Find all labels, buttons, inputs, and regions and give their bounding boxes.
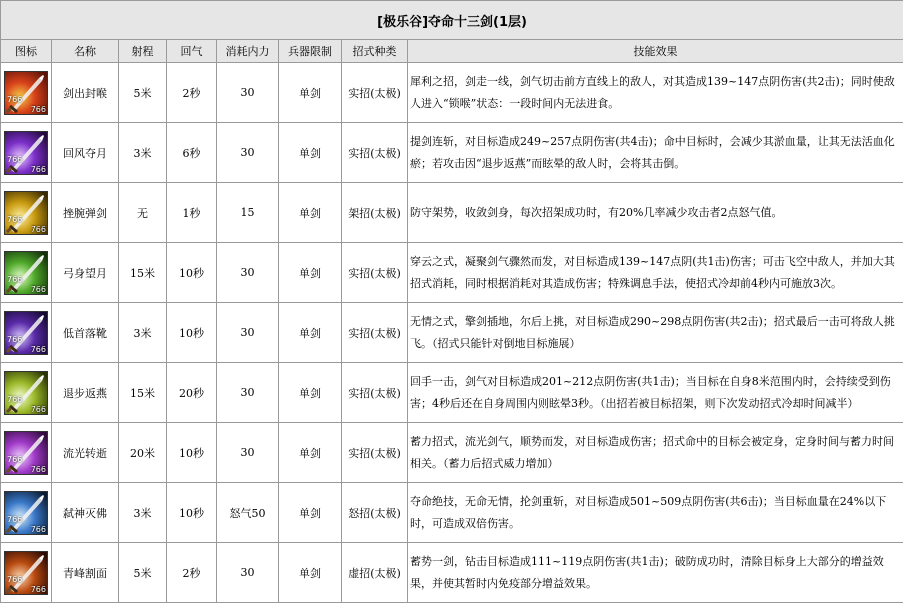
skill-effect: 穿云之式，凝聚剑气骤然而发，对目标造成139~147点阴(共1击)伤害；可击飞空中敌人，并加大其招式消耗，同时根据消耗对其造成伤害；特殊调息手法，使招式冷却前4秒内可施放3次。 — [408, 243, 903, 303]
icon-level-upper: 766 — [7, 214, 23, 224]
skill-cooldown: 10秒 — [167, 423, 217, 483]
skill-type: 怒招(太极) — [342, 483, 408, 543]
icon-level-lower: 766 — [30, 224, 46, 234]
skill-cooldown: 2秒 — [167, 543, 217, 603]
skill-name: 弓身望月 — [52, 243, 119, 303]
skill-weapon: 单剑 — [279, 423, 342, 483]
skill-effect: 蓄势一剑，钻击目标造成111~119点阴伤害(共1击)；破防成功时，清除目标身上大部分的增益效果，并使其暂时内免疫部分增益效果。 — [408, 543, 903, 603]
skill-range: 3米 — [119, 123, 167, 183]
table-row — [1, 363, 903, 423]
skill-cost: 15 — [217, 183, 279, 243]
skill-type: 实招(太极) — [342, 123, 408, 183]
skill-effect: 犀利之招，剑走一线，剑气切击前方直线上的敌人，对其造成139~147点阴伤害(共2击)；同时使敌人进入“锁喉”状态：一段时间内无法进食。 — [408, 63, 903, 123]
skill-weapon: 单剑 — [279, 543, 342, 603]
icon-cell — [1, 63, 52, 123]
icon-cell — [1, 483, 52, 543]
table-row — [1, 303, 903, 363]
skill-type: 实招(太极) — [342, 423, 408, 483]
skill-cost: 30 — [217, 543, 279, 603]
icon-level-upper: 766 — [7, 274, 23, 284]
skill-weapon: 单剑 — [279, 183, 342, 243]
skill-effect: 蓄力招式，流光剑气，顺势而发，对目标造成伤害；招式命中的目标会被定身，定身时间与蓄力时间相关。（蓄力后招式威力增加） — [408, 423, 903, 483]
table-row — [1, 543, 903, 603]
header-weapon: 兵器限制 — [279, 40, 342, 63]
table-row — [1, 123, 903, 183]
skill-range: 3米 — [119, 483, 167, 543]
skill-cost: 30 — [217, 243, 279, 303]
skill-weapon: 单剑 — [279, 363, 342, 423]
table-row — [1, 63, 903, 123]
skill-cooldown: 1秒 — [167, 183, 217, 243]
skill-cost: 30 — [217, 363, 279, 423]
table-row — [1, 183, 903, 243]
title-row — [1, 1, 903, 40]
skill-icon-box — [4, 431, 48, 475]
icon-level-upper: 766 — [7, 514, 23, 524]
skill-range: 15米 — [119, 243, 167, 303]
skill-icon-box — [4, 311, 48, 355]
skill-cost: 30 — [217, 423, 279, 483]
skill-effect: 夺命绝技，无命无情，抡剑重斩，对目标造成501~509点阴伤害(共6击)；当目标血量在24%以下时，可造成双倍伤害。 — [408, 483, 903, 543]
skill-weapon: 单剑 — [279, 63, 342, 123]
skill-name: 流光转逝 — [52, 423, 119, 483]
skill-weapon: 单剑 — [279, 123, 342, 183]
skill-name: 剑出封喉 — [52, 63, 119, 123]
skill-cost: 30 — [217, 303, 279, 363]
header-cost: 消耗内力 — [217, 40, 279, 63]
icon-level-lower: 766 — [30, 164, 46, 174]
icon-cell — [1, 363, 52, 423]
header-type: 招式种类 — [342, 40, 408, 63]
icon-level-upper: 766 — [7, 334, 23, 344]
skill-cooldown: 10秒 — [167, 243, 217, 303]
skill-weapon: 单剑 — [279, 243, 342, 303]
icon-cell — [1, 303, 52, 363]
header-row — [1, 40, 903, 63]
skill-name: 回风夺月 — [52, 123, 119, 183]
skill-type: 实招(太极) — [342, 63, 408, 123]
icon-cell — [1, 543, 52, 603]
skill-type: 虚招(太极) — [342, 543, 408, 603]
skill-cost: 30 — [217, 123, 279, 183]
skill-cost: 30 — [217, 63, 279, 123]
skill-effect: 防守架势，收敛剑身，每次招架成功时，有20%几率减少攻击者2点怒气值。 — [408, 183, 903, 243]
skill-icon-box — [4, 551, 48, 595]
skill-cooldown: 2秒 — [167, 63, 217, 123]
skill-type: 架招(太极) — [342, 183, 408, 243]
skill-name: 低首落靴 — [52, 303, 119, 363]
table-row — [1, 483, 903, 543]
skill-name: 弑神灭佛 — [52, 483, 119, 543]
skill-effect: 回手一击，剑气对目标造成201~212点阴伤害(共1击)；当目标在自身8米范围内时，会持续受到伤害；4秒后还在自身周围内则眩晕3秒。（出招若被目标招架，则下次发动招式冷却时间减半） — [408, 363, 903, 423]
skill-icon-box — [4, 251, 48, 295]
icon-level-upper: 766 — [7, 454, 23, 464]
skill-icon-box — [4, 491, 48, 535]
icon-cell — [1, 423, 52, 483]
header-icon: 图标 — [1, 40, 52, 63]
icon-level-lower: 766 — [30, 524, 46, 534]
icon-level-lower: 766 — [30, 284, 46, 294]
skill-type: 实招(太极) — [342, 243, 408, 303]
icon-level-lower: 766 — [30, 344, 46, 354]
table-title: [极乐谷]夺命十三剑(1层) — [1, 1, 903, 40]
skill-range: 20米 — [119, 423, 167, 483]
icon-cell — [1, 183, 52, 243]
skill-icon-box — [4, 371, 48, 415]
skill-cooldown: 6秒 — [167, 123, 217, 183]
icon-level-lower: 766 — [30, 584, 46, 594]
header-effect: 技能效果 — [408, 40, 903, 63]
skill-cooldown: 20秒 — [167, 363, 217, 423]
skill-range: 5米 — [119, 63, 167, 123]
skill-name: 青峰割面 — [52, 543, 119, 603]
skill-icon-box — [4, 131, 48, 175]
skill-cooldown: 10秒 — [167, 303, 217, 363]
skill-type: 实招(太极) — [342, 363, 408, 423]
header-name: 名称 — [52, 40, 119, 63]
icon-cell — [1, 123, 52, 183]
icon-level-lower: 766 — [30, 404, 46, 414]
skill-effect: 无情之式，擎剑插地，尔后上挑，对目标造成290~298点阴伤害(共2击)；招式最后一击可将敌人挑飞。（招式只能针对倒地目标施展） — [408, 303, 903, 363]
skill-weapon: 单剑 — [279, 483, 342, 543]
icon-cell — [1, 243, 52, 303]
table-row — [1, 423, 903, 483]
icon-level-upper: 766 — [7, 394, 23, 404]
skill-range: 15米 — [119, 363, 167, 423]
skill-weapon: 单剑 — [279, 303, 342, 363]
icon-level-upper: 766 — [7, 94, 23, 104]
skill-range: 3米 — [119, 303, 167, 363]
icon-level-lower: 766 — [30, 464, 46, 474]
skill-icon-box — [4, 191, 48, 235]
icon-level-lower: 766 — [30, 104, 46, 114]
icon-level-upper: 766 — [7, 154, 23, 164]
skill-cost: 怒气50 — [217, 483, 279, 543]
skill-effect: 提剑连斩，对目标造成249~257点阴伤害(共4击)；命中目标时，会减少其淤血量，让其无法活血化瘀；若攻击因“退步返燕”而眩晕的敌人时，会将其击倒。 — [408, 123, 903, 183]
skill-name: 挫腕弹剑 — [52, 183, 119, 243]
table-row — [1, 243, 903, 303]
header-cooldown: 回气 — [167, 40, 217, 63]
skill-name: 退步返燕 — [52, 363, 119, 423]
header-range: 射程 — [119, 40, 167, 63]
skill-cooldown: 10秒 — [167, 483, 217, 543]
skill-type: 实招(太极) — [342, 303, 408, 363]
icon-level-upper: 766 — [7, 574, 23, 584]
skill-range: 5米 — [119, 543, 167, 603]
skill-range: 无 — [119, 183, 167, 243]
skill-icon-box — [4, 71, 48, 115]
